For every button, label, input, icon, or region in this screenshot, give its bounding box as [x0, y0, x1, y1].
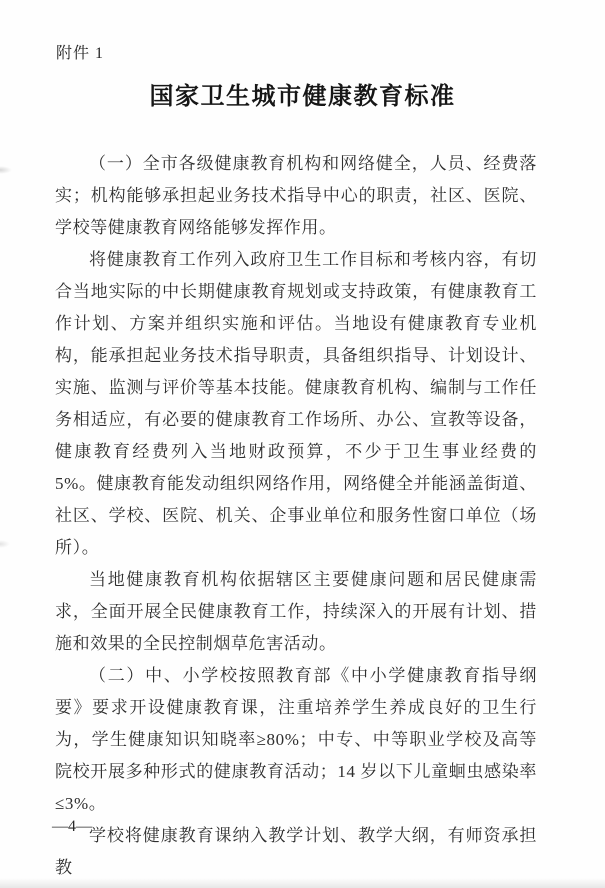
scan-artifact [0, 166, 12, 174]
document-title: 国家卫生城市健康教育标准 [149, 84, 456, 110]
paragraph-4: （二）中、小学校按照教育部《中小学健康教育指导纲要》要求开设健康教育课，注重培养学生养成良好的卫生行为，学生健康知识知晓率≥80%；中专、中等职业学校及高等院校开展多种形式的健康教育活动；14 岁以下儿童蛔虫感染率≤3%。 [55, 666, 537, 813]
paragraph-2: 将健康教育工作列入政府卫生工作目标和考核内容，有切合当地实际的中长期健康教育规划或支持政策，有健康教育工作计划、方案并组织实施和评估。当地设有健康教育专业机构，能承担起业务技术指导职责，具备组织指导、计划设计、实施、监测与评价等基本技能。健康教育机构、编制与工作任务相适应，有必要的健康教育工作场所、办公、宣教等设备，健康教育经费列入当地财政预算，不少于卫生事业经费的 5%。健康教育能发动组织网络作用，网络健全并能涵盖街道、社区、学校、医院、机关、企事业单位和服务性窗口单位（场所）。 [55, 250, 537, 557]
scan-artifact [0, 540, 10, 548]
document-body [55, 148, 537, 884]
page-number: —4— [52, 818, 92, 835]
paragraph-5: 学校将健康教育课纳入教学计划、教学大纲，有师资承担教 [55, 826, 537, 877]
paragraph-1: （一）全市各级健康教育机构和网络健全，人员、经费落实；机构能够承担起业务技术指导中心的职责，社区、医院、学校等健康教育网络能够发挥作用。 [55, 154, 537, 237]
paragraph-3: 当地健康教育机构依据辖区主要健康问题和居民健康需求，全面开展全民健康教育工作，持续深入的开展有计划、措施和效果的全民控制烟草危害活动。 [55, 570, 537, 653]
attachment-label: 附件 1 [56, 45, 105, 62]
